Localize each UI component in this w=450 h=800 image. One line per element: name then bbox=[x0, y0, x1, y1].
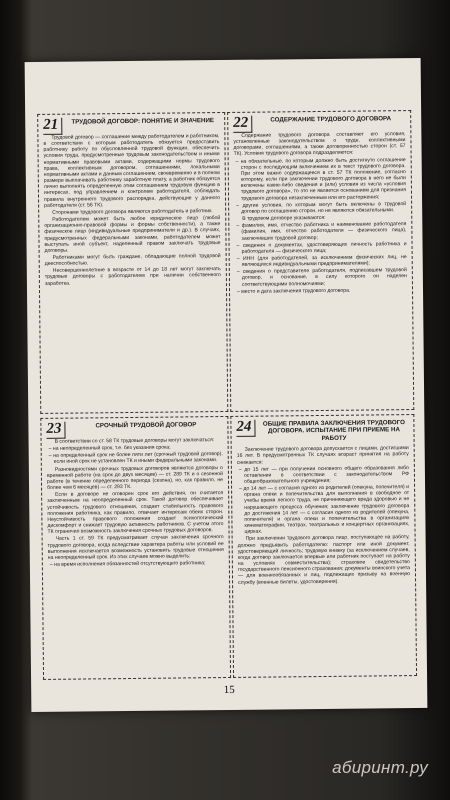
card-title: СРОЧНЫЙ ТРУДОВОЙ ДОГОВОР bbox=[95, 421, 197, 430]
paragraph: Трудовой договор — соглашение между работодателем и работником, в соответствии с которым работодатель обязуется предоставить работнику работу по обусловленной трудовой функции, обеспечить условия труда, предусмотренные трудовым законодательством и иными нормативными правовыми актами, содержащими нормы трудового права, коллективным договором, соглашениями, локальными нормативными актами и данным соглашением, своевременно и в полном размере выплачивать работнику заработную плату, а работник обязуется лично выполнять определенную этим соглашением трудовую функцию в интересах, под управлением и контролем работодателя, соблюдать правила внутреннего трудового распорядка, действующие у данного работодателя (ст. 56 ТК). bbox=[43, 133, 221, 209]
card-21 bbox=[37, 112, 228, 414]
paragraph: Несовершеннолетние в возрасте от 14 до 18 лет могут заключать трудовые договоры с работодателем при наличии собственного заработка. bbox=[44, 266, 221, 287]
paragraph: Работниками могут быть граждане, обладающие полной трудовой дееспособностью. bbox=[44, 253, 221, 268]
paragraph: В соответствии со ст. 58 ТК трудовые договоры могут заключаться: bbox=[54, 437, 215, 445]
card-23 bbox=[40, 416, 231, 680]
card-title: СОДЕРЖАНИЕ ТРУДОВОГО ДОГОВОРА bbox=[270, 115, 392, 124]
card-title: ОБЩИЕ ПРАВИЛА ЗАКЛЮЧЕНИЯ ТРУДОВОГО ДОГОВОРА. ИСПЫТАНИЕ ПРИ ПРИЕМЕ НА РАБОТУ bbox=[262, 419, 405, 442]
list-item: – на определенный срок не более пяти лет (срочный трудовой договор), если иной срок не установлен ТК и иными федеральными законами. bbox=[47, 451, 223, 465]
card-body bbox=[47, 437, 224, 568]
book-page bbox=[25, 58, 428, 712]
list-item: – до 15 лет — при получении основного общего образования либо оставлении в соответствии с законодательством РФ общеобразовательного учреждения; bbox=[237, 465, 409, 485]
list-item: – на обязательные, по которым должно быть достигнуто соглашение сторон с последующим включением их в текст трудового договора. При этом важно содержащееся в ст. 57 ТК положение, согласно которому, если при заключении трудового договора в него не были включены какие-либо сведения и (или) условия из числа «условия трудового договора», то это не является основанием для признания трудового договора незаключенным или его расторжения; bbox=[234, 157, 406, 202]
list-item: – сведения о документах, удостоверяющих личность работника и работодателя — физического лица; bbox=[235, 241, 407, 255]
card-number: 22 bbox=[233, 116, 252, 133]
card-body bbox=[237, 445, 410, 585]
card-24 bbox=[230, 414, 417, 678]
list-item: – место и дата заключения трудового договора. bbox=[235, 287, 407, 295]
list-item: – до 14 лет — с согласия одного из родителей (опекуна, попечителя) и органа опеки и попечительства для выполнения в свободное от учебы время легкого труда, не причиняющего вреда здоровью и не нарушающего процесса обучения; заключение трудового договора до достижения 14 лет — с согласия одного из родителей (опекуна, попечителя) и органа опеки и попечительства в организациях кинематографии, театрах, театральных и концертных организациях, цирках. bbox=[237, 484, 410, 535]
list-item: – ИНН (для работодателей, за исключением физических лиц, не являющихся индивидуальными предпринимателями); bbox=[235, 254, 407, 268]
list-item: – фамилия, имя, отчество работника и наименование работодателя (фамилия, имя, отчество работодателя — физического лица), заключивших трудовой договор; bbox=[234, 221, 406, 241]
paragraph: Часть 1 ст. 59 ТК предусматривает случаи заключения срочного трудового договора, когда вследствие характера работы или условий ее выполнения исключается возможность установить трудовые отношения на неопределенный срок. Из этих случаев можно выделить: bbox=[47, 534, 224, 561]
list-item: – на время исполнения обязанностей отсутствующего работника; bbox=[48, 560, 224, 568]
watermark: абиринт.ру bbox=[332, 758, 428, 777]
paragraph: При заключении трудового договора лицо, поступающее на работу, должно предъявить работодателю: паспорт или иной документ, удостоверяющий личность; трудовую книжку (за исключением случаев, когда договор заключается впервые или работник поступает на работу на условиях совместительства); страховое свидетельство государственного пенсионного страхования; документы воинского учета — для военнообязанных и лиц, подлежащих призыву на военную службу (военные билеты, удостоверения). bbox=[237, 534, 411, 586]
list-item: – другие условия, по которым могут быть включены в трудовой договор по соглашению сторон, но не являются обязательными. bbox=[234, 201, 406, 215]
card-number: 21 bbox=[43, 118, 62, 135]
card-body bbox=[233, 131, 407, 295]
paragraph: Разновидностями срочных трудовых договоров являются договоры о временной работе (на срок до двух месяцев) — ст. 289 ТК и о сезонной работе (в течение определенного периода (сезона), но, как правило, не более чем 6 месяцев) — ст. 293 ТК. bbox=[46, 464, 224, 491]
page-number: 15 bbox=[223, 683, 235, 697]
list-item: – на неопределенный срок, т.е. без указания срока; bbox=[47, 444, 223, 452]
paragraph: В трудовом договоре указываются: bbox=[242, 214, 326, 222]
paragraph: Содержание трудового договора составляют его условия, установленные законодательством о труде, коллективными договорами, соглашениями, а также договоренностью сторон (ст. 57 ТК). Условия трудового договора подразделяются: bbox=[233, 131, 406, 158]
card-number: 24 bbox=[236, 420, 255, 437]
paragraph: Сторонами трудового договора являются работодатель и работник. bbox=[52, 208, 213, 216]
card-22 bbox=[227, 110, 414, 412]
card-title: ТРУДОВОЙ ДОГОВОР: ПОНЯТИЕ И ЗНАЧЕНИЕ bbox=[71, 117, 215, 126]
paragraph: Работодателем может быть любое юридическое лицо (любой организационно-правовой формы и формы собственности), а также физическое лицо (индивидуальные предприниматели и др.). В случаях, предусмотренных федеральными законами, работодателем может выступать иной субъект, наделенный правом заключать трудовые договоры. bbox=[44, 215, 221, 254]
list-item: – сведения о представителе работодателя, подписавшем трудовой договор, и основание, в силу которого он наделен соответствующими полномочиями; bbox=[235, 267, 407, 287]
card-body bbox=[43, 133, 221, 287]
paragraph: Если в договоре не оговорен срок его действия, он считается заключенным на неопределенный срок. Такой договор обеспечивает устойчивость трудового отношения, создает стабильность правового положения работника, как правило, отвечает интересам обеих сторон. Неустойчивость правового положения создает психологический дискомфорт и снижает трудовую активность работников. С учетом этого ТК ограничил возможность заключения срочных трудовых договоров. bbox=[47, 490, 224, 536]
card-number: 23 bbox=[46, 422, 65, 439]
paragraph: Заключение трудового договора допускается с лицами, достигшими 16 лет. В предусмотренных ТК случаях возраст принятия на работу снижается: bbox=[236, 445, 409, 466]
